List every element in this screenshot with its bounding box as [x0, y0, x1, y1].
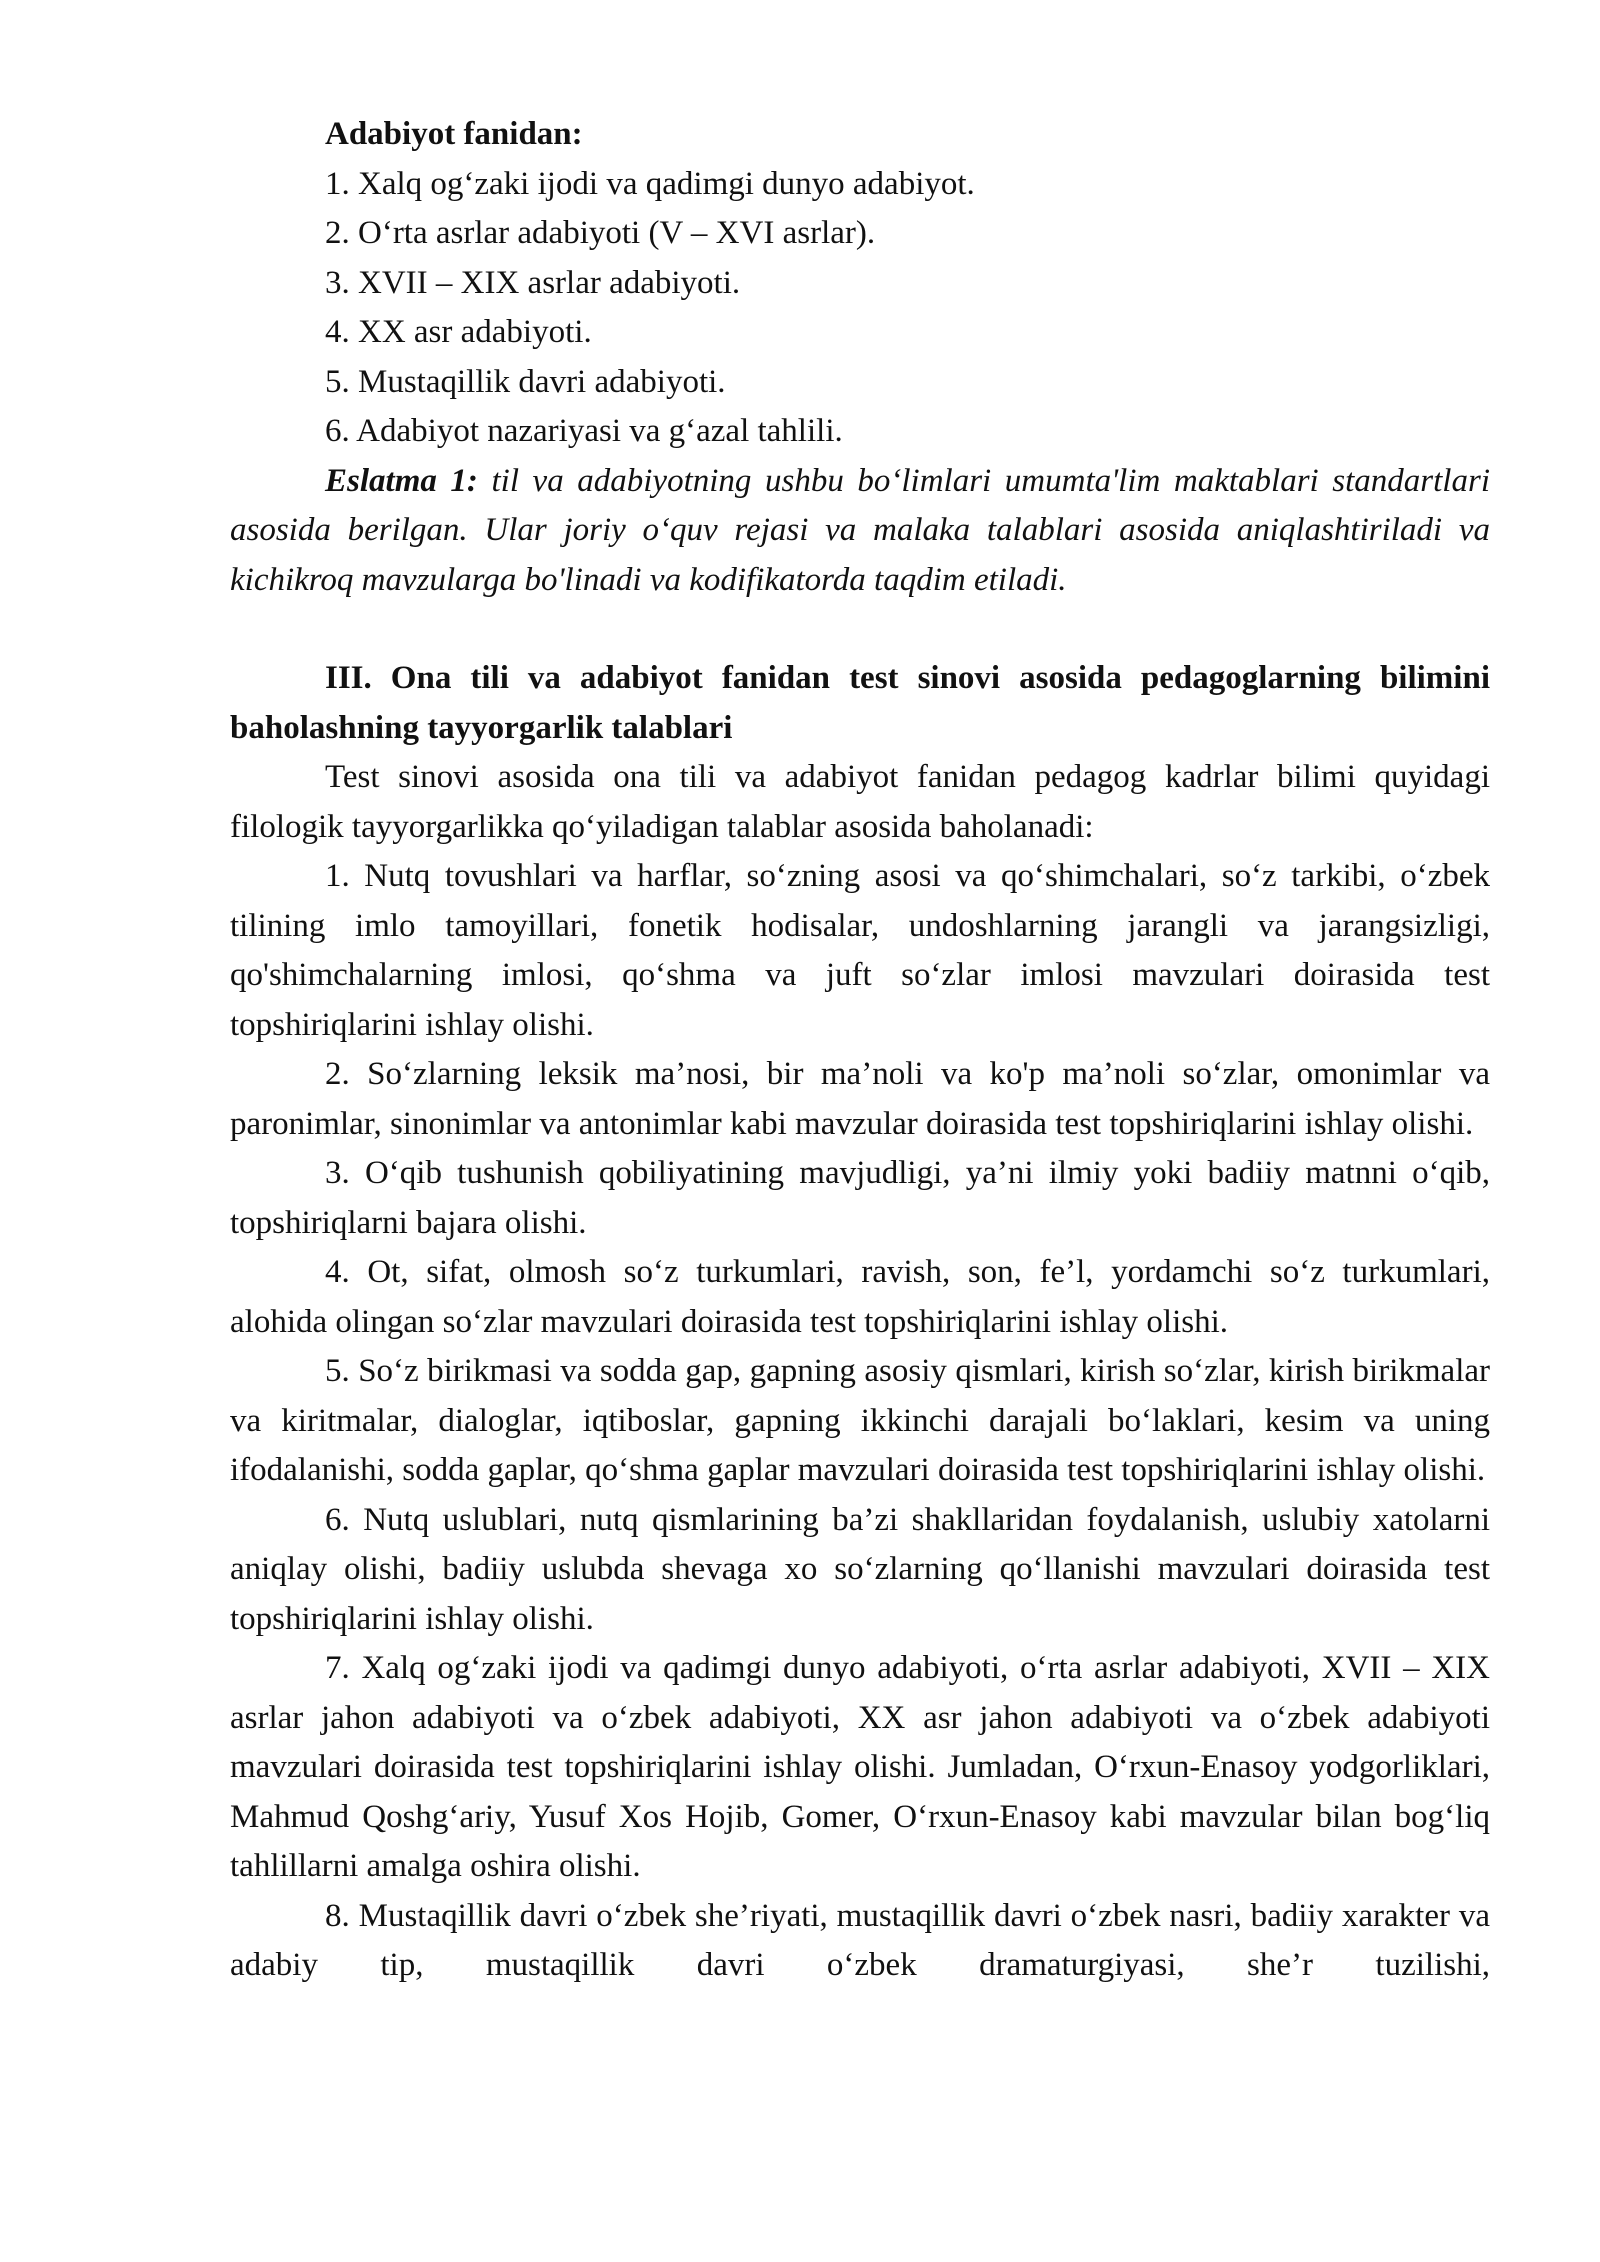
- literature-list: [230, 160, 1490, 457]
- note-label: Eslatma 1:: [325, 462, 478, 499]
- list-item: 4. XX asr adabiyoti.: [325, 314, 592, 350]
- literature-heading: Adabiyot fanidan:: [325, 116, 583, 152]
- requirement-item: 6. Nutq uslublari, nutq qismlarining ba’zi shakllaridan foydalanish, uslubiy xatolarni aniqlay olishi, badiiy uslubda shevaga xo so‘zlarning qo‘llanishi mavzulari doirasida test topshiriqlarini ishlay olishi.: [230, 1501, 1490, 1637]
- list-item: 1. Xalq og‘zaki ijodi va qadimgi dunyo adabiyot.: [325, 165, 975, 202]
- note-paragraph: [230, 457, 1490, 606]
- list-item: 3. XVII – XIX asrlar adabiyoti.: [325, 264, 741, 301]
- spacer: [230, 605, 1490, 654]
- requirement-item: 7. Xalq og‘zaki ijodi va qadimgi dunyo adabiyoti, o‘rta asrlar adabiyoti, XVII – XIX asrlar jahon adabiyoti va o‘zbek adabiyoti, XX asr jahon adabiyoti va o‘zbek adabiyoti mavzulari doirasida test topshiriqlarini ishlay olishi. Jumladan, O‘rxun-Enasoy yodgorliklari, Mahmud Qoshg‘ariy, Yusuf Xos Hojib, Gomer, O‘rxun-Enasoy kabi mavzular bilan bog‘liq tahlillarni amalga oshira olishi.: [230, 1650, 1490, 1884]
- requirement-item: 2. So‘zlarning leksik ma’nosi, bir ma’noli va ko'p ma’noli so‘zlar, omonimlar va paronimlar, sinonimlar va antonimlar kabi mavzular doirasida test topshiriqlarini ishlay olishi.: [230, 1056, 1490, 1142]
- list-item: 2. O‘rta asrlar adabiyoti (V – XVI asrlar).: [325, 215, 876, 251]
- list-item: 5. Mustaqillik davri adabiyoti.: [325, 363, 726, 400]
- section-intro: Test sinovi asosida ona tili va adabiyot fanidan pedagog kadrlar bilimi quyidagi filologik tayyorgarlikka qo‘yiladigan talablar asosida baholanadi:: [230, 759, 1490, 845]
- section-title: III. Ona tili va adabiyot fanidan test sinovi asosida pedagoglarning bilimini baholashning tayyorgarlik talablari: [230, 660, 1490, 746]
- requirement-item: 5. So‘z birikmasi va sodda gap, gapning asosiy qismlari, kirish so‘zlar, kirish birikmalar va kiritmalar, dialoglar, iqtiboslar, gapning ikkinchi darajali bo‘laklari, kesim va uning ifodalanishi, sodda gaplar, qo‘shma gaplar mavzulari doirasida test topshiriqlarini ishlay olishi.: [230, 1353, 1490, 1488]
- requirement-item: 3. O‘qib tushunish qobiliyatining mavjudligi, ya’ni ilmiy yoki badiiy matnni o‘qib, topshiriqlarni bajara olishi.: [230, 1155, 1490, 1241]
- list-item: 6. Adabiyot nazariyasi va g‘azal tahlili.: [325, 413, 843, 449]
- requirement-item: 8. Mustaqillik davri o‘zbek she’riyati, mustaqillik davri o‘zbek nasri, badiiy xarakter va adabiy tip, mustaqillik davri o‘zbek dramaturgiyasi, she’r tuzilishi,: [230, 1897, 1490, 1983]
- document-page: [230, 110, 1490, 1991]
- note-text: til va adabiyotning ushbu bo‘limlari umumta'lim maktablari standartlari asosida berilgan. Ular joriy o‘quv rejasi va malaka talablari asosida aniqlashtiriladi va kichikroq mavzularga bo'linadi va kodifikatorda taqdim etiladi.: [230, 462, 1490, 598]
- requirement-item: 1. Nutq tovushlari va harflar, so‘zning asosi va qo‘shimchalari, so‘z tarkibi, o‘zbek tilining imlo tamoyillari, fonetik hodisalar, undoshlarning jarangli va jarangsizligi, qo'shimchalarning imlosi, qo‘shma va juft so‘zlar imlosi mavzulari doirasida test topshiriqlarini ishlay olishi.: [230, 858, 1490, 1043]
- requirement-item: 4. Ot, sifat, olmosh so‘z turkumlari, ravish, son, fe’l, yordamchi so‘z turkumlari, alohida olingan so‘zlar mavzulari doirasida test topshiriqlarini ishlay olishi.: [230, 1254, 1490, 1340]
